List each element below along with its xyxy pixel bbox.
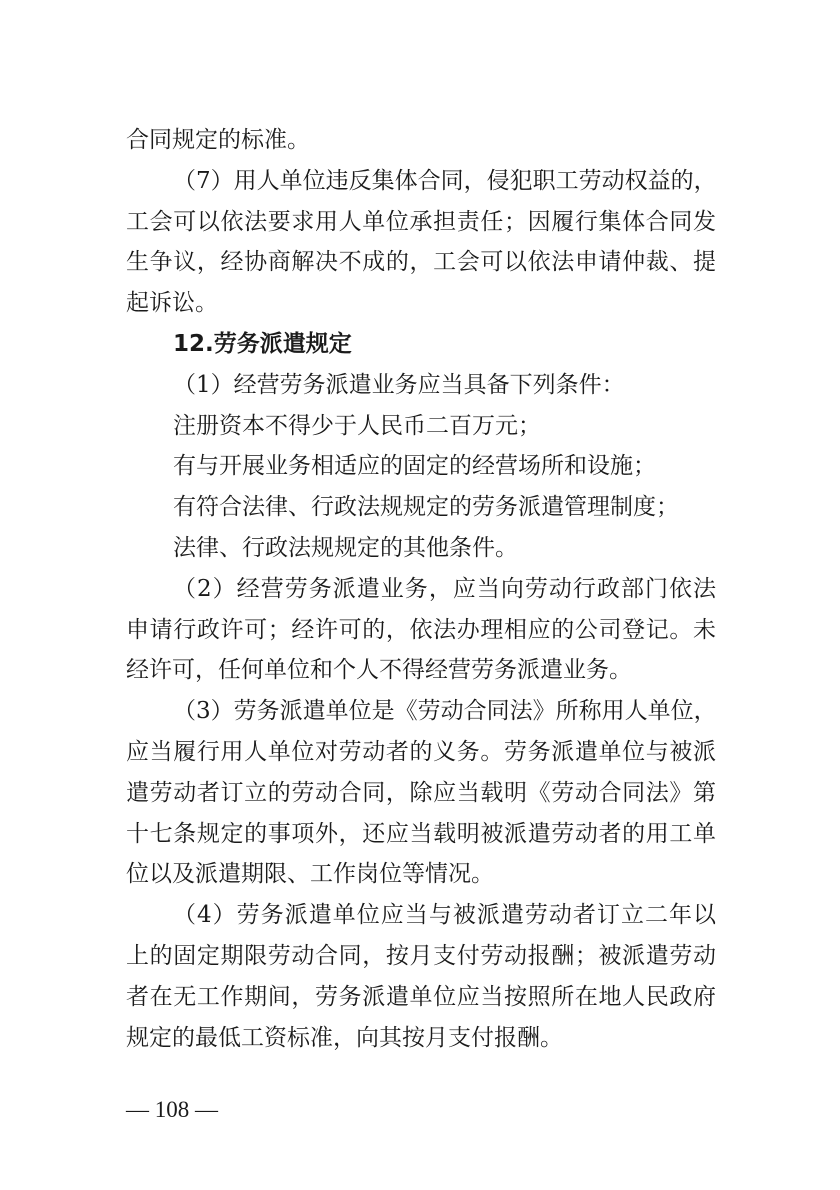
text-line: （7）用人单位违反集体合同，侵犯职工劳动权益的， — [173, 167, 717, 194]
text-line: 注册资本不得少于人民币二百万元； — [173, 412, 541, 439]
section-heading: 12.劳务派遣规定 — [173, 330, 352, 357]
text-line: 起诉讼。 — [126, 290, 218, 317]
text-line: 位以及派遣期限、工作岗位等情况。 — [126, 861, 494, 888]
text-line: 应当履行用人单位对劳动者的义务。劳务派遣单位与被派 — [126, 738, 716, 765]
page-number: — 108 — — [126, 1097, 218, 1122]
text-line: 申请行政许可；经许可的，依法办理相应的公司登记。未 — [126, 616, 716, 643]
text-line: （2）经营劳务派遣业务，应当向劳动行政部门依法 — [173, 575, 716, 602]
document-body — [126, 120, 716, 1058]
text-line: 合同规定的标准。 — [126, 127, 310, 153]
text-line: 工会可以依法要求用人单位承担责任；因履行集体合同发 — [126, 208, 716, 235]
text-line: 上的固定期限劳动合同，按月支付劳动报酬；被派遣劳动 — [126, 942, 716, 969]
text-line: 规定的最低工资标准，向其按月支付报酬。 — [126, 1024, 563, 1051]
text-line: （4）劳务派遣单位应当与被派遣劳动者订立二年以 — [173, 902, 716, 929]
text-line: 者在无工作期间，劳务派遣单位应当按照所在地人民政府 — [126, 983, 716, 1010]
text-line: 法律、行政法规规定的其他条件。 — [173, 534, 518, 561]
text-line: 有与开展业务相适应的固定的经营场所和设施； — [173, 453, 656, 480]
text-line: （1）经营劳务派遣业务应当具备下列条件： — [173, 371, 625, 398]
text-line: 经许可，任何单位和个人不得经营劳务派遣业务。 — [126, 657, 632, 684]
text-line: 生争议，经协商解决不成的，工会可以依法申请仲裁、提 — [126, 249, 716, 276]
text-line: 遣劳动者订立的劳动合同，除应当载明《劳动合同法》第 — [126, 779, 716, 806]
text-line: 有符合法律、行政法规规定的劳务派遣管理制度； — [173, 494, 679, 521]
text-line: 十七条规定的事项外，还应当载明被派遣劳动者的用工单 — [126, 820, 716, 847]
text-line: （3）劳务派遣单位是《劳动合同法》所称用人单位， — [173, 698, 717, 725]
